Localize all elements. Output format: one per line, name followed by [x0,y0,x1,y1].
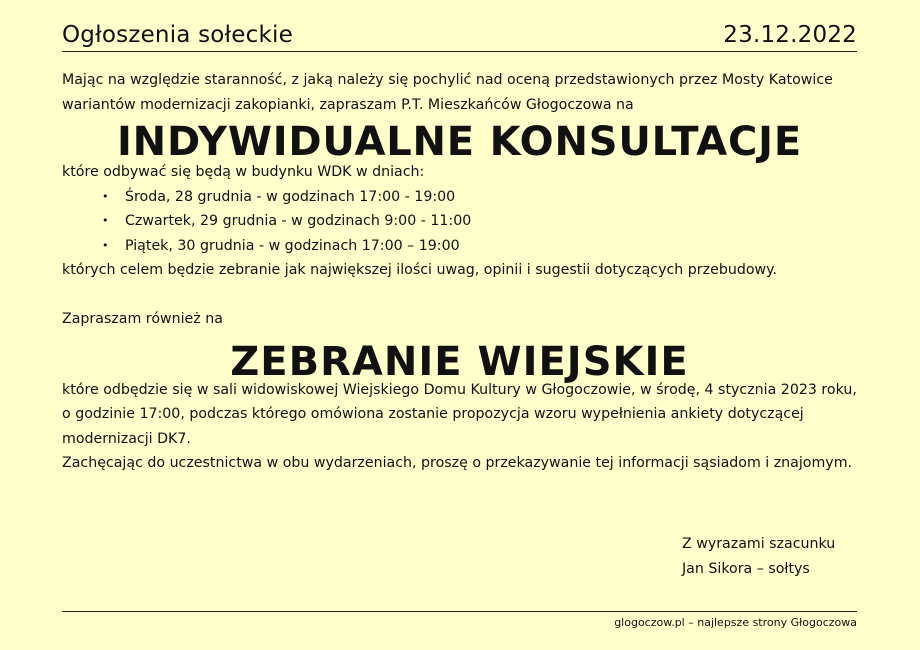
spacer [62,283,857,308]
meeting-heading: ZEBRANIE WIEJSKIE [230,338,689,385]
invite-also-text: Zapraszam również na [62,311,223,327]
consultation-days-list [62,185,857,259]
signature-name: Jan Sikora – sołtys [682,560,810,577]
page-header [62,20,857,52]
page-title: Ogłoszenia sołeckie [62,22,293,48]
announcement-date: 23.12.2022 [723,22,857,48]
day-text: Czwartek, 29 grudnia - w godzinach 9:00 - 11:00 [125,213,472,229]
meeting-paragraph: które odbędzie się w sali widowiskowej Wiejskiego Domu Kultury w Głogoczowie, w środę, 4 stycznia 2023 roku, o godzinie 17:00, podczas którego omówiona zostanie propozycja wzoru wypełnienia ankiety dotyczącej modernizacji DK7. [62,381,857,447]
bullet-icon: • [102,214,109,227]
bullet-icon: • [102,238,109,252]
consultations-heading: INDYWIDUALNE KONSULTACJE [117,119,802,165]
signature-block [682,532,835,581]
encourage-paragraph: Zachęcając do uczestnictwa w obu wydarzeniach, proszę o przekazywanie tej informacji sąsiadom i znajomym. [62,455,853,471]
bullet-icon: • [102,189,109,203]
page-footer: glogoczow.pl – najlepsze strony Głogoczowa [62,611,857,634]
signature-greeting: Z wyrazami szacunku [682,536,836,552]
day-text: Środa, 28 grudnia - w godzinach 17:00 - 19:00 [125,188,456,205]
consultations-purpose: których celem będzie zebranie jak największej ilości uwag, opinii i sugestii dotyczących przebudowy. [62,262,777,278]
list-item [102,234,857,259]
list-item [102,185,857,210]
day-text: Piątek, 30 grudnia - w godzinach 17:00 – 19:00 [125,237,460,254]
announcement-body [62,68,857,476]
list-item [102,209,857,234]
consultations-intro: które odbywać się będą w budynku WDK w dniach: [62,164,425,180]
intro-paragraph: Mając na względzie staranność, z jaką należy się pochylić nad oceną przedstawionych przez Mosty Katowice wariantów modernizacji zakopianki, zapraszam P.T. Mieszkańców Głogoczowa na [62,72,833,113]
